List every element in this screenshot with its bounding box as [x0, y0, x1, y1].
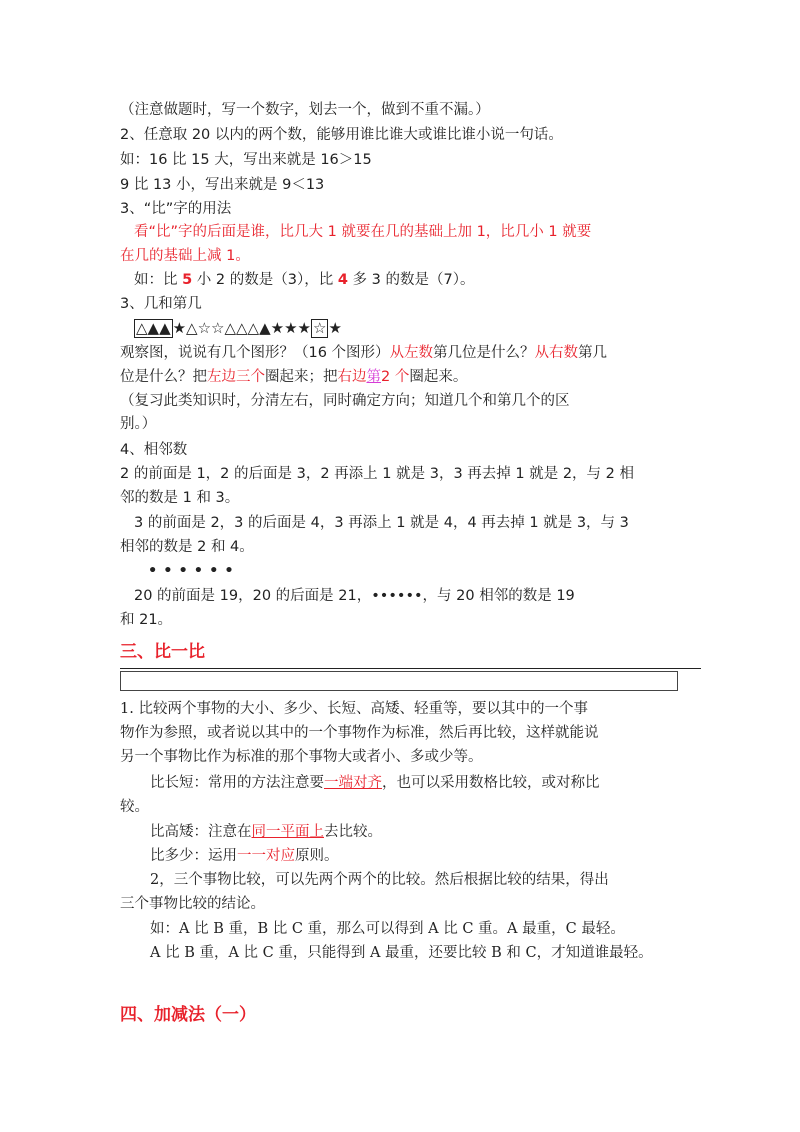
question-text: 圈起来。 [409, 369, 468, 385]
question-text: 圈起来；把 [265, 369, 338, 385]
compare-example2: A 比 B 重，A 比 C 重，只能得到 A 最重，还要比较 B 和 C，才知道谁最轻。 [150, 945, 653, 961]
compare-para1-line1: 1. 比较两个事物的大小、多少、长短、高矮、轻重等，要以其中的一个事 [120, 701, 588, 717]
adjacent-2-line2: 邻的数是 1 和 3。 [120, 490, 240, 506]
note-left-right-line2: 别。） [120, 416, 157, 432]
question-text: 第几位是什么？ [433, 345, 535, 361]
same-plane-highlight: 同一平面上 [251, 824, 324, 840]
example-bi [134, 270, 474, 290]
right-side-highlight: 右边 [337, 369, 367, 385]
compare-quantity-text: 原则。 [295, 848, 339, 864]
adjacent-3-line1: 3 的前面是 2，3 的后面是 4，3 再添上 1 就是 4，4 再去掉 1 就是 3，与 3 [134, 515, 629, 531]
shapes-middle: ★△☆☆△△△▲★★★ [172, 319, 311, 337]
example-less: 9 比 13 小，写出来就是 9＜13 [120, 177, 325, 193]
second-one-highlight: 2 个 [381, 369, 410, 385]
question-line1 [120, 343, 607, 363]
item-2-compare-two-numbers: 2、任意取 20 以内的两个数，能够用谁比谁大或谁比谁小说一句话。 [120, 127, 563, 143]
compare-para1-line3: 另一个事物比作为标准的那个事物大或者小、多或少等。 [120, 749, 483, 765]
ellipsis-dots: •••••• [148, 563, 240, 579]
compare-height-text: 去比较。 [324, 824, 382, 840]
item-4-adjacent-numbers: 4、相邻数 [120, 442, 188, 458]
item-3-bi-usage: 3、“比”字的用法 [120, 201, 232, 217]
note-no-repeat: （注意做题时，写一个数字，划去一个，做到不重不漏。） [120, 102, 490, 118]
example-greater: 如：16 比 15 大，写出来就是 16＞15 [120, 152, 372, 168]
example-bi-text: 小 2 的数是（3），比 [192, 272, 338, 288]
circled-shapes-left: △▲▲ [136, 319, 171, 337]
circled-shape-right: ☆ [312, 319, 327, 337]
section-heading-compare: 三、比一比 [120, 642, 205, 662]
shape-last: ★ [328, 319, 342, 337]
section-heading-add-subtract: 四、加减法（一） [120, 1005, 256, 1025]
item-3-ordinal: 3、几和第几 [120, 296, 202, 312]
from-right-highlight: 从右数 [534, 345, 579, 361]
compare-para1-line2: 物作为参照，或者说以其中的一个事物作为标准，然后再比较，这样就能说 [120, 725, 599, 741]
shape-sequence [134, 318, 342, 338]
adjacent-20-line1: 20 的前面是 19，20 的后面是 21，••••••，与 20 相邻的数是 19 [134, 588, 575, 604]
note-left-right-line1: （复习此类知识时，分清左右，同时确定方向；知道几个和第几个的区 [120, 393, 570, 409]
ordinal-di-highlight: 第 [366, 369, 381, 385]
left-three-highlight: 左边三个 [207, 369, 265, 385]
compare-height-text: 比高矮：注意在 [150, 824, 252, 840]
rule-bi-line1: 看“比”字的后面是谁，比几大 1 就要在几的基础上加 1，比几小 1 就要 [134, 224, 592, 240]
compare-quantity [150, 846, 339, 866]
adjacent-20-line2: 和 21。 [120, 612, 173, 628]
rule-bi-line2: 在几的基础上减 1。 [120, 248, 250, 264]
compare-length-text: 比长短：常用的方法注意要 [150, 775, 324, 791]
adjacent-2-line1: 2 的前面是 1，2 的后面是 3，2 再添上 1 就是 3，3 再去掉 1 就是 2，与 2 相 [120, 466, 635, 482]
example-bi-number-5: 5 [182, 272, 193, 288]
example-bi-text: 多 3 的数是（7）。 [347, 272, 475, 288]
empty-box [120, 671, 678, 691]
compare-example1: 如：A 比 B 重，B 比 C 重，那么可以得到 A 比 C 重。A 最重，C 最轻。 [150, 921, 625, 937]
question-text: 位是什么？把 [120, 369, 207, 385]
compare-length-line1 [150, 773, 600, 793]
example-bi-text: 如：比 [134, 272, 183, 288]
section-divider [120, 668, 701, 669]
compare-height [150, 822, 382, 842]
example-bi-number-4: 4 [337, 272, 348, 288]
compare-length-line2: 较。 [120, 799, 149, 815]
compare-para2-line1: 2，三个事物比较，可以先两个两个的比较。然后根据比较的结果，得出 [150, 872, 609, 888]
compare-length-text: ，也可以采用数格比较，或对称比 [382, 775, 600, 791]
adjacent-3-line2: 相邻的数是 2 和 4。 [120, 539, 254, 555]
question-line2 [120, 367, 467, 387]
align-one-end-highlight: 一端对齐 [324, 775, 382, 791]
question-text: 观察图，说说有几个图形？（16 个图形） [120, 345, 390, 361]
from-left-highlight: 从左数 [389, 345, 434, 361]
compare-para2-line2: 三个事物比较的结论。 [120, 896, 265, 912]
question-text: 第几 [578, 345, 608, 361]
compare-quantity-text: 比多少：运用 [150, 848, 237, 864]
one-to-one-highlight: 一一对应 [237, 848, 295, 864]
